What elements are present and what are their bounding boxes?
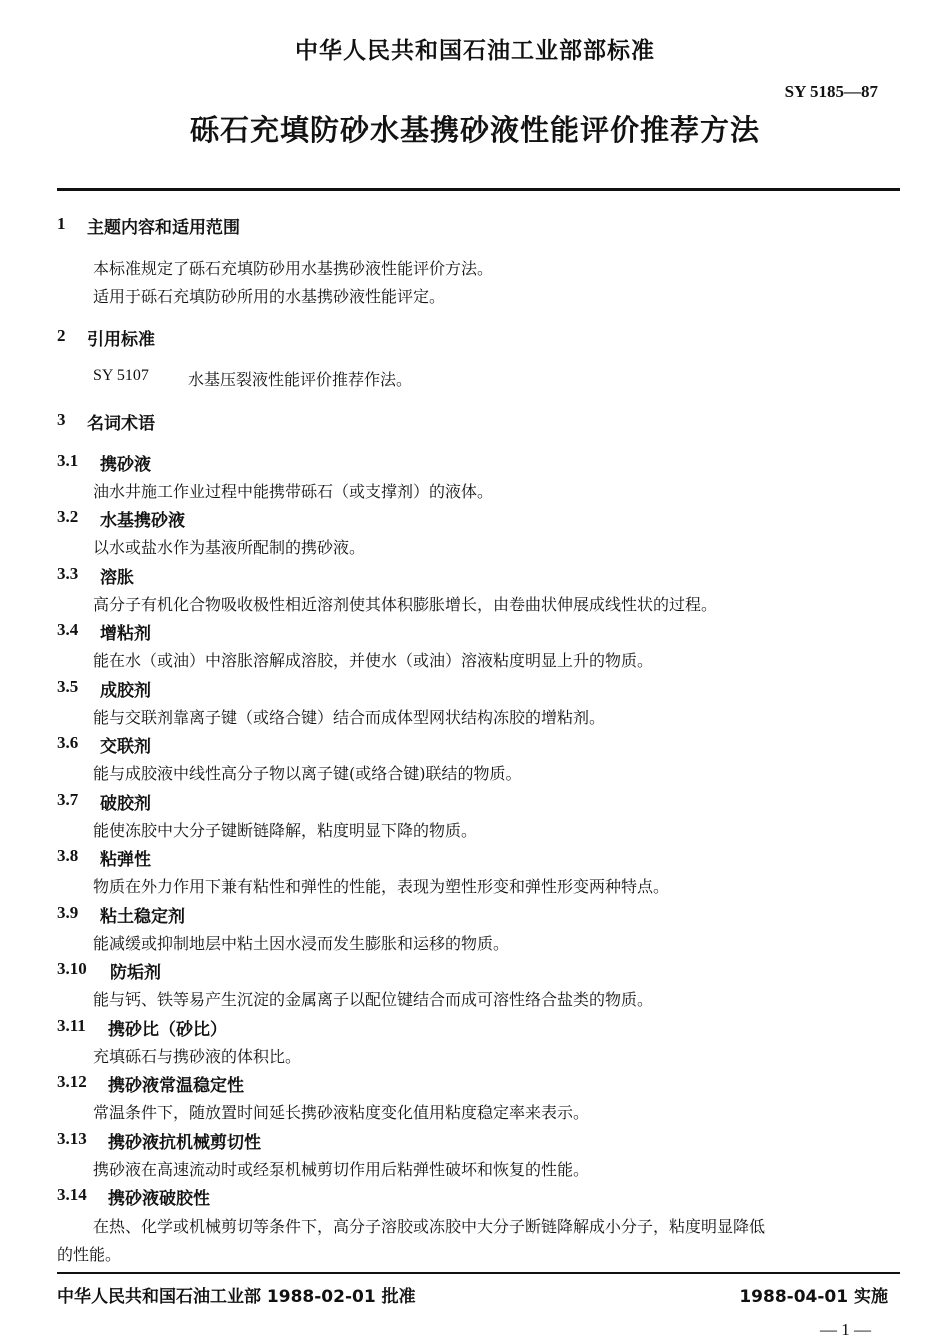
term-definition: 能与交联剂靠离子键（或络合键）结合而成体型网状结构冻胶的增粘剂。 (93, 708, 606, 727)
term-definition: 能减缓或抑制地层中粘土因水浸而发生膨胀和运移的物质。 (93, 934, 510, 953)
term-number: 3.3 (57, 564, 79, 583)
section-1-number: 1 (57, 214, 66, 233)
term-name: 粘土稳定剂 (100, 907, 185, 927)
section-2-title: 引用标准 (87, 330, 155, 350)
term-name: 交联剂 (100, 737, 151, 757)
term-definition: 携砂液在高速流动时或经泵机械剪切作用后粘弹性破坏和恢复的性能。 (93, 1160, 590, 1179)
term-number: 3.11 (57, 1016, 86, 1035)
standard-organization: 中华人民共和国石油工业部部标准 (295, 38, 655, 64)
term-name: 携砂液常温稳定性 (108, 1076, 244, 1096)
term-number: 3.14 (57, 1185, 87, 1204)
term-number: 3.7 (57, 790, 79, 809)
section-1-paragraph: 适用于砾石充填防砂所用的水基携砂液性能评定。 (93, 287, 446, 306)
term-name: 破胶剂 (100, 794, 151, 814)
term-definition: 油水井施工作业过程中能携带砾石（或支撑剂）的液体。 (93, 482, 494, 501)
term-definition: 能与成胶液中线性高分子物以离子键(或络合键)联结的物质。 (93, 764, 522, 783)
term-number: 3.9 (57, 903, 79, 922)
term-number: 3.4 (57, 620, 79, 639)
term-name: 溶胀 (100, 568, 134, 588)
section-3-number: 3 (57, 410, 66, 429)
term-number: 3.1 (57, 451, 79, 470)
term-number: 3.10 (57, 959, 87, 978)
term-definition: 充填砾石与携砂液的体积比。 (93, 1047, 302, 1066)
term-name: 增粘剂 (100, 624, 151, 644)
section-3-title: 名词术语 (87, 414, 155, 434)
term-number: 3.5 (57, 677, 79, 696)
section-1-paragraph: 本标准规定了砾石充填防砂用水基携砂液性能评价方法。 (93, 259, 494, 278)
section-2-number: 2 (57, 326, 66, 345)
term-definition: 能在水（或油）中溶胀溶解成溶胶，并使水（或油）溶液粘度明显上升的物质。 (93, 651, 654, 670)
approval-note: 中华人民共和国石油工业部 1988-02-01 批准 (57, 1287, 416, 1307)
term-number: 3.2 (57, 507, 79, 526)
term-definition: 能与钙、铁等易产生沉淀的金属离子以配位键结合而成可溶性络合盐类的物质。 (93, 990, 654, 1009)
standard-code: SY 5185—87 (784, 82, 878, 101)
term-name: 防垢剂 (110, 963, 161, 983)
term-definition: 高分子有机化合物吸收极性相近溶剂使其体积膨胀增长，由卷曲状伸展成线性状的过程。 (93, 595, 718, 614)
term-number: 3.13 (57, 1129, 87, 1148)
term-definition-continued: 的性能。 (57, 1245, 122, 1264)
term-name: 携砂液 (100, 455, 151, 475)
term-name: 携砂液抗机械剪切性 (108, 1133, 261, 1153)
term-definition: 物质在外力作用下兼有粘性和弹性的性能，表现为塑性形变和弹性形变两种特点。 (93, 877, 670, 896)
term-definition: 以水或盐水作为基液所配制的携砂液。 (93, 538, 366, 557)
page-number: — 1 — (820, 1320, 871, 1339)
term-name: 携砂液破胶性 (108, 1189, 210, 1209)
term-definition: 常温条件下，随放置时间延长携砂液粘度变化值用粘度稳定率来表示。 (93, 1103, 590, 1122)
term-name: 成胶剂 (100, 681, 151, 701)
document-title: 砾石充填防砂水基携砂液性能评价推荐方法 (189, 113, 760, 147)
term-name: 水基携砂液 (100, 511, 185, 531)
term-name: 粘弹性 (100, 850, 151, 870)
term-number: 3.12 (57, 1072, 87, 1091)
footer-rule (57, 1272, 900, 1274)
section-1-title: 主题内容和适用范围 (87, 218, 240, 238)
term-number: 3.8 (57, 846, 79, 865)
reference-code: SY 5107 (93, 367, 149, 384)
header-rule (57, 188, 900, 191)
term-number: 3.6 (57, 733, 79, 752)
term-name: 携砂比（砂比） (108, 1020, 227, 1040)
reference-title: 水基压裂液性能评价推荐作法。 (188, 370, 413, 389)
term-definition: 能使冻胶中大分子键断链降解，粘度明显下降的物质。 (93, 821, 478, 840)
term-definition: 在热、化学或机械剪切等条件下，高分子溶胶或冻胶中大分子断链降解成小分子，粘度明显降低 (93, 1217, 766, 1236)
effective-date: 1988-04-01 实施 (739, 1287, 888, 1307)
